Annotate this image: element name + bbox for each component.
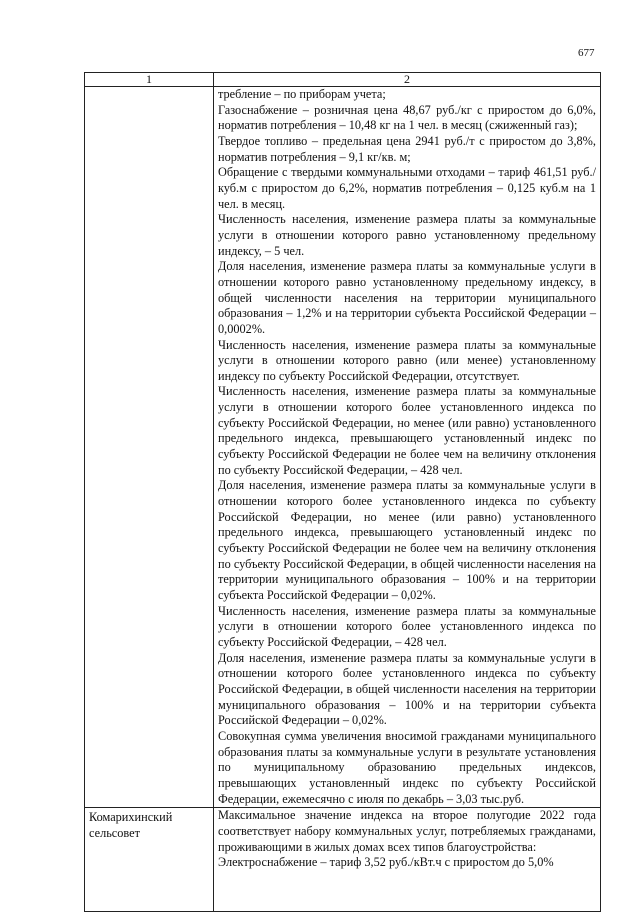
paragraph: Твердое топливо – предельная цена 2941 руб./т с приростом до 3,8%, норматив потребления – 9,1 кг/кв. м;	[218, 133, 596, 164]
paragraph: Обращение с твердыми коммунальными отходами – тариф 461,51 руб./куб.м с приростом до 6,2%, норматив потребления – 0,125 куб.м на 1 чел. в месяц.	[218, 165, 596, 211]
table-header-row	[85, 73, 601, 87]
page-number: 677	[578, 47, 595, 59]
text-cell	[214, 808, 601, 912]
paragraph: Доля населения, изменение размера платы за коммунальные услуги в отношении которого более установленного индекса по субъекту Российской Федерации, в общей численности населения на территории муниципального образования – 100% и на территории субъекта Российской Федерации – 0,02%.	[218, 650, 596, 728]
paragraph: Электроснабжение – тариф 3,52 руб./кВт.ч с приростом до 5,0%	[218, 855, 554, 870]
table-row	[85, 808, 601, 912]
column-header-1: 1	[85, 73, 214, 87]
region-cell	[85, 87, 214, 808]
table-row	[85, 87, 601, 808]
paragraph: Численность населения, изменение размера платы за коммунальные услуги в отношении которого более установленного индекса по субъекту Российской Федерации, – 428 чел.	[218, 603, 596, 649]
paragraph: Газоснабжение – розничная цена 48,67 руб./кг с приростом до 6,0%, норматив потребления – 10,48 кг на 1 чел. в месяц (сжиженный газ);	[218, 102, 596, 133]
paragraph: Численность населения, изменение размера платы за коммунальные услуги в отношении которого равно (или менее) установленному индексу по субъекту Российской Федерации, отсутствует.	[218, 337, 596, 383]
region-cell: Комарихинский сельсовет	[85, 808, 214, 912]
paragraph: Численность населения, изменение размера платы за коммунальные услуги в отношении которого более установленного индекса по субъекту Российской Федерации, но менее (или равно) установленного предельного индекса, превышающего установленный индекс по субъекту Российской Федерации не более чем на величину отклонения по субъекту Российской Федерации, – 428 чел.	[218, 384, 596, 477]
paragraph: Доля населения, изменение размера платы за коммунальные услуги в отношении которого более установленного индекса по субъекту Российской Федерации, но менее (или равно) установленного предельного индекса, превышающего установленный индекс по субъекту Российской Федерации не более чем на величину отклонения по субъекту Российской Федерации, в общей численности населения на территории муниципального образования – 100% и на территории субъекта Российской Федерации – 0,02%.	[218, 478, 596, 602]
document-table	[84, 72, 601, 912]
paragraph: требление – по приборам учета;	[218, 87, 386, 101]
text-cell	[214, 87, 601, 808]
paragraph: Численность населения, изменение размера платы за коммунальные услуги в отношении которого равно установленному предельному индексу, – 5 чел.	[218, 212, 596, 258]
paragraph: Максимальное значение индекса на второе полугодие 2022 года соответствует набору коммунальных услуг, потребляемых гражданами, проживающими в жилых домах всех типов благоустройства:	[218, 808, 596, 854]
column-header-2: 2	[214, 73, 601, 87]
paragraph: Доля населения, изменение размера платы за коммунальные услуги в отношении которого равно установленному предельному индексу, в общей численности населения на территории муниципального образования – 1,2% и на территории субъекта Российской Федерации – 0,0002%.	[218, 259, 596, 336]
paragraph: Совокупная сумма увеличения вносимой гражданами муниципального образования платы за коммунальные услуги в результате установления по муниципальному образованию предельных индексов, превышающих установленный индекс по субъекту Российской Федерации, ежемесячно с июля по декабрь – 3,03 тыс.руб.	[218, 728, 596, 806]
